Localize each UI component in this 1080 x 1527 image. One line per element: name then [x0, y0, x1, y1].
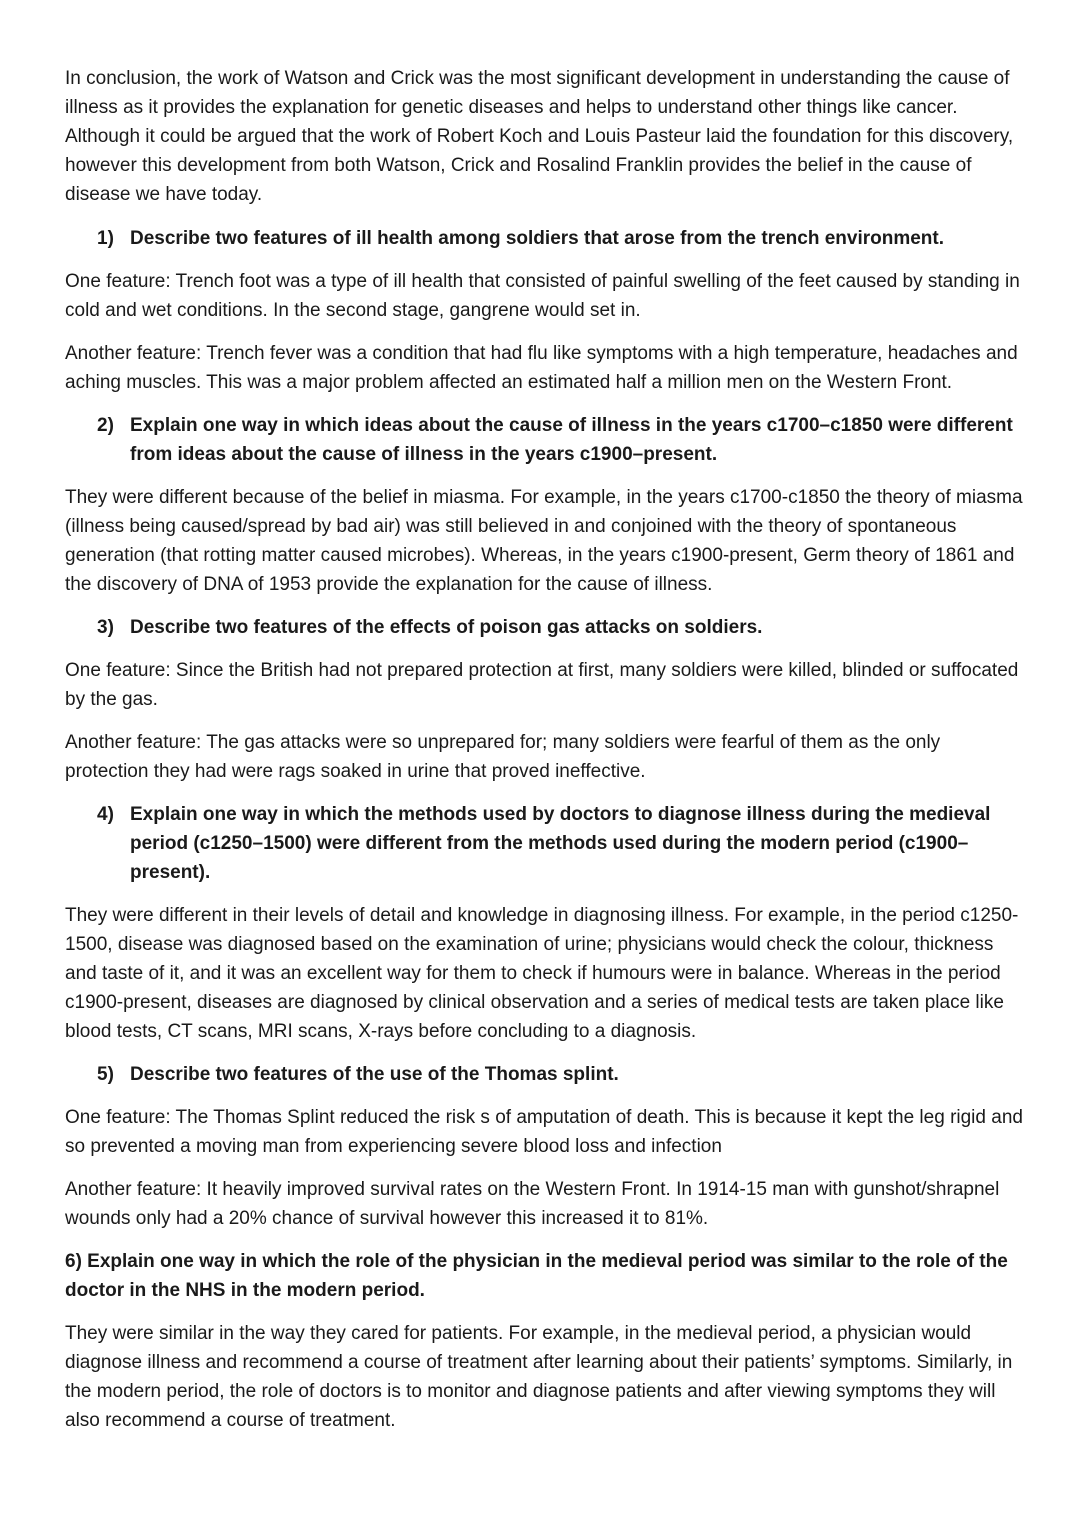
answer-paragraph: Another feature: It heavily improved survival rates on the Western Front. In 1914-15 man with gunshot/shrapnel wounds only had a 20% chance of survival however this increased it to 81%.: [65, 1179, 1000, 1229]
question-number: 3): [97, 617, 114, 638]
answer-paragraph: One feature: Trench foot was a type of ill health that consisted of painful swelling of the feet caused by standing in cold and wet conditions. In the second stage, gangrene would set in.: [65, 271, 1020, 321]
question-number: 1): [97, 228, 114, 249]
question-4: [97, 800, 1025, 887]
answer-paragraph: Another feature: The gas attacks were so unprepared for; many soldiers were fearful of them as the only protection they had were rags soaked in urine that proved ineffective.: [65, 732, 941, 782]
answer-paragraph: One feature: Since the British had not prepared protection at first, many soldiers were killed, blinded or suffocated by the gas.: [65, 660, 1019, 710]
answer-paragraph: They were different in their levels of detail and knowledge in diagnosing illness. For example, in the period c1250-1500, disease was diagnosed based on the examination of urine; physicians would check the colour, thickness and taste of it, and it was an excellent way for them to check if humours were in balance. Whereas in the period c1900-present, diseases are diagnosed by clinical observation and a series of medical tests are taken place like blood tests, CT scans, MRI scans, X-rays before concluding to a diagnosis.: [65, 905, 1019, 1042]
question-3: [97, 613, 1025, 642]
question-text: Explain one way in which ideas about the cause of illness in the years c1700–c1850 were different from ideas about the cause of illness in the years c1900–present.: [130, 415, 1013, 465]
question-number: 4): [97, 804, 114, 825]
question-6: 6) Explain one way in which the role of the physician in the medieval period was similar to the role of the doctor in the NHS in the modern period.: [65, 1251, 1008, 1301]
document-page: [65, 64, 1025, 1435]
answer-paragraph: Another feature: Trench fever was a condition that had flu like symptoms with a high temperature, headaches and aching muscles. This was a major problem affected an estimated half a million men on the Western Front.: [65, 343, 1018, 393]
question-text: Describe two features of ill health among soldiers that arose from the trench environment.: [130, 228, 945, 249]
question-number: 2): [97, 415, 114, 436]
question-text: Explain one way in which the methods used by doctors to diagnose illness during the medieval period (c1250–1500) were different from the methods used during the modern period (c1900–present).: [130, 804, 991, 883]
answer-paragraph: One feature: The Thomas Splint reduced the risk s of amputation of death. This is because it kept the leg rigid and so prevented a moving man from experiencing severe blood loss and infection: [65, 1107, 1023, 1157]
question-2: [97, 411, 1025, 469]
question-5: [97, 1060, 1025, 1089]
question-text: Describe two features of the use of the Thomas splint.: [130, 1064, 619, 1085]
question-text: Describe two features of the effects of poison gas attacks on soldiers.: [130, 617, 763, 638]
answer-paragraph: They were different because of the belief in miasma. For example, in the years c1700-c1850 the theory of miasma (illness being caused/spread by bad air) was still believed in and conjoined with the theory of spontaneous generation (that rotting matter caused microbes). Whereas, in the years c1900-present, Germ theory of 1861 and the discovery of DNA of 1953 provide the explanation for the cause of illness.: [65, 487, 1023, 595]
question-1: [97, 224, 1025, 253]
answer-paragraph: They were similar in the way they cared for patients. For example, in the medieval period, a physician would diagnose illness and recommend a course of treatment after learning about their patients’ symptoms. Similarly, in the modern period, the role of doctors is to monitor and diagnose patients and after viewing symptoms they will also recommend a course of treatment.: [65, 1323, 1013, 1431]
question-number: 5): [97, 1064, 114, 1085]
conclusion-paragraph: In conclusion, the work of Watson and Crick was the most significant development in understanding the cause of illness as it provides the explanation for genetic diseases and helps to understand other things like cancer. Although it could be argued that the work of Robert Koch and Louis Pasteur laid the foundation for this discovery, however this development from both Watson, Crick and Rosalind Franklin provides the belief in the cause of disease we have today.: [65, 68, 1014, 205]
